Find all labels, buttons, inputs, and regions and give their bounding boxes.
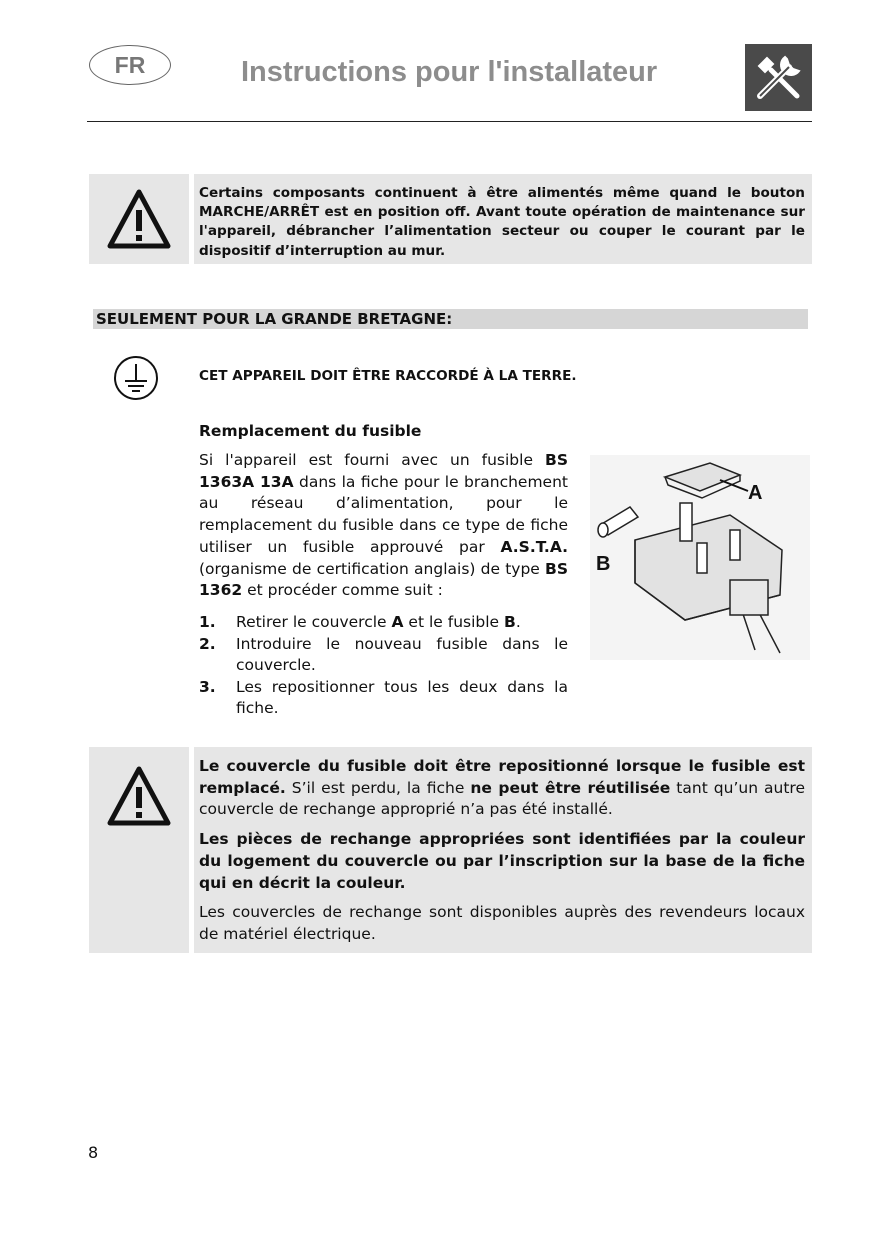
earth-ground-icon [113,355,159,401]
earth-notice: CET APPAREIL DOIT ÊTRE RACCORDÉ À LA TERRE. [199,368,577,384]
list-item: 2. Introduire le nouveau fusible dans le couvercle. [199,634,568,674]
page-title: Instructions pour l'installateur [241,56,658,88]
section-title: SEULEMENT POUR LA GRANDE BRETAGNE: [93,309,808,329]
plug-fuse-diagram [590,455,810,660]
steps-list [199,612,568,720]
page-number: 8 [88,1143,99,1162]
warning-triangle-icon [89,174,189,264]
warning-triangle-icon [89,747,189,847]
fuse-heading: Remplacement du fusible [199,422,422,440]
wrench-screwdriver-icon [745,44,812,111]
fuse-cover-warning: Le couvercle du fusible doit être repositionné lorsque le fusible est remplacé. S’il est perdu, la fiche ne peut être réutilisée tant qu’un autre couvercle de rechange approprié n’a pas été installé. Les pièces de rechange appropriées sont identifiées par la couleur du logement du couvercle ou par l’inscription sur la base de la fiche qui en décrit la couleur. Les couvercles de rechange sont disponibles auprès des revendeurs locaux de matériel électrique. [199,757,805,943]
list-item: 1. Retirer le couvercle A et le fusible B. [199,613,521,631]
header-divider [87,121,812,122]
fuse-paragraph: Si l'appareil est fourni avec un fusible BS 1363A 13A dans la fiche pour le branchement au réseau d’alimentation, pour le remplacement du fusible dans ce type de fiche utiliser un fusible approuvé par A.S.T.A. (organisme de certification anglais) de type BS 1362 et procéder comme suit : [199,451,568,600]
label-b: B [596,553,611,575]
warning-text: Certains composants continuent à être alimentés même quand le bouton MARCHE/ARRÊT est en position off. Avant toute opération de maintenance sur l'appareil, débrancher l’alimentation secteur ou couper le courant par le dispositif d’interruption au mur. [199,185,805,259]
warning-icon-cell [89,747,189,953]
label-a: A [748,482,763,504]
list-item: 3. Les repositionner tous les deux dans la fiche. [199,677,568,717]
warning-icon-cell [89,174,189,264]
language-badge: FR [89,45,171,85]
